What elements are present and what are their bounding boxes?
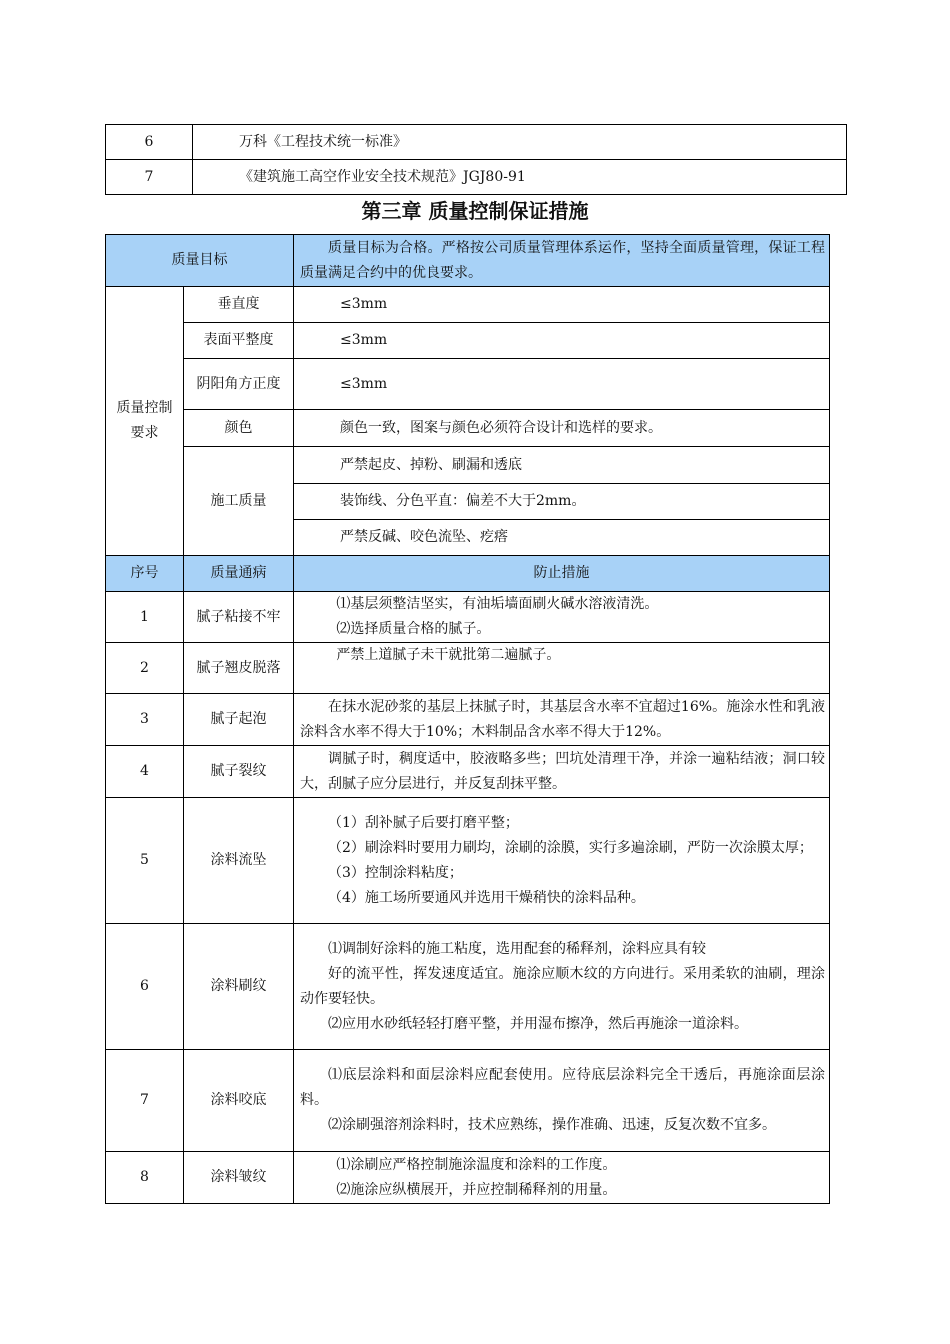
requirement-name-text: 阴阳角方正度 bbox=[196, 375, 281, 392]
construction-quality-row bbox=[106, 447, 830, 484]
measure-line: 好的流平性，挥发速度适宜。施涂应顺木纹的方向进行。采用柔软的油刷，理涂动作要轻快。 bbox=[300, 965, 825, 1007]
defect-row bbox=[106, 643, 830, 694]
reference-row-6 bbox=[106, 125, 847, 160]
defect-name bbox=[184, 592, 294, 643]
reference-row-7 bbox=[106, 160, 847, 195]
requirements-label-text: 质量控制要求 bbox=[116, 400, 173, 441]
quality-control-table bbox=[105, 234, 830, 1204]
requirement-row bbox=[106, 287, 830, 323]
quality-goal-row bbox=[106, 235, 830, 287]
measure-line: 调腻子时，稠度适中，胶液略多些；凹坑处清理干净，并涂一遍粘结液；洞口较大，刮腻子应分层进行，并反复刮抹平整。 bbox=[300, 750, 825, 792]
reference-title: 万科《工程技术统一标准》 bbox=[193, 125, 847, 160]
requirement-name bbox=[184, 359, 294, 410]
defect-number: 2 bbox=[106, 643, 184, 694]
measure-line: ⑴涂刷应严格控制施涂温度和涂料的工作度。 bbox=[336, 1156, 617, 1173]
defect-measures bbox=[294, 924, 830, 1050]
defect-row bbox=[106, 1152, 830, 1204]
construction-quality-value: 严禁起皮、掉粉、刷漏和透底 bbox=[294, 447, 830, 484]
defect-name bbox=[184, 643, 294, 694]
measure-line: ⑵施涂应纵横展开，并应控制稀释剂的用量。 bbox=[336, 1181, 617, 1198]
measure-line: 在抹水泥砂浆的基层上抹腻子时，其基层含水率不宜超过16%。施涂水性和乳液涂料含水率不得大于10%；木料制品含水率不得大于12%。 bbox=[300, 698, 825, 740]
defect-measures bbox=[294, 694, 830, 746]
requirements-label bbox=[106, 287, 184, 556]
chapter-title: 第三章 质量控制保证措施 bbox=[361, 199, 589, 223]
requirement-row bbox=[106, 359, 830, 410]
measure-line: ⑵涂刷强溶剂涂料时，技术应熟练，操作准确、迅速，反复次数不宜多。 bbox=[328, 1117, 776, 1133]
measure-line: （4）施工场所要通风并选用干燥稍快的涂料品种。 bbox=[328, 889, 645, 906]
reference-number: 6 bbox=[106, 125, 193, 160]
defect-measures bbox=[294, 1152, 830, 1204]
measure-line: ⑵选择质量合格的腻子。 bbox=[336, 621, 491, 637]
defect-row bbox=[106, 798, 830, 924]
defect-number: 3 bbox=[106, 694, 184, 746]
quality-goal-text bbox=[294, 235, 830, 287]
defect-row bbox=[106, 746, 830, 798]
construction-quality-value: 装饰线、分色平直：偏差不大于2mm。 bbox=[294, 484, 830, 520]
requirement-name: 表面平整度 bbox=[184, 323, 294, 359]
defect-row bbox=[106, 1050, 830, 1152]
construction-quality-value: 严禁反碱、咬色流坠、疙瘩 bbox=[294, 520, 830, 556]
defect-row bbox=[106, 592, 830, 643]
requirement-name: 垂直度 bbox=[184, 287, 294, 323]
defect-number: 6 bbox=[106, 924, 184, 1050]
defect-name: 腻子裂纹 bbox=[184, 746, 294, 798]
requirement-row bbox=[106, 410, 830, 447]
reference-title-text: 《建筑施工高空作业安全技术规范》JGJ80-91 bbox=[239, 168, 526, 185]
defect-name: 涂料咬底 bbox=[184, 1050, 294, 1152]
defect-name: 涂料流坠 bbox=[184, 798, 294, 924]
defect-name: 涂料刷纹 bbox=[184, 924, 294, 1050]
requirement-name: 颜色 bbox=[184, 410, 294, 447]
measure-line: 严禁上道腻子未干就批第二遍腻子。 bbox=[336, 647, 561, 663]
measure-line: ⑴底层涂料和面层涂料应配套使用。应待底层涂料完全干透后，再施涂面层涂料。 bbox=[300, 1067, 825, 1108]
defect-number: 7 bbox=[106, 1050, 184, 1152]
requirement-value: ≤3mm bbox=[294, 359, 830, 410]
header-measures: 防止措施 bbox=[294, 556, 830, 592]
defect-measures bbox=[294, 798, 830, 924]
defect-measures bbox=[294, 1050, 830, 1152]
quality-goal-label: 质量目标 bbox=[106, 235, 294, 287]
measure-line: ⑵应用水砂纸轻轻打磨平整，并用湿布擦净，然后再施涂一道涂料。 bbox=[328, 1015, 748, 1032]
measure-line: （1）刮补腻子后要打磨平整； bbox=[328, 814, 519, 831]
defect-number: 5 bbox=[106, 798, 184, 924]
defect-row bbox=[106, 924, 830, 1050]
quality-goal-paragraph: 质量目标为合格。严格按公司质量管理体系运作，坚持全面质量管理，保证工程质量满足合约中的优良要求。 bbox=[300, 239, 825, 281]
defect-name-text: 腻子粘接不牢 bbox=[196, 608, 281, 625]
defect-number: 1 bbox=[106, 592, 184, 643]
defect-row bbox=[106, 694, 830, 746]
measure-line: ⑴调制好涂料的施工粘度，选用配套的稀释剂，涂料应具有较 bbox=[328, 940, 706, 957]
requirement-row bbox=[106, 323, 830, 359]
requirement-value: 颜色一致，图案与颜色必须符合设计和选样的要求。 bbox=[294, 410, 830, 447]
reference-number: 7 bbox=[106, 160, 193, 195]
defect-number: 8 bbox=[106, 1152, 184, 1204]
header-defect: 质量通病 bbox=[184, 556, 294, 592]
requirement-value: ≤3mm bbox=[294, 323, 830, 359]
requirement-value: ≤3mm bbox=[294, 287, 830, 323]
defect-number: 4 bbox=[106, 746, 184, 798]
defect-measures bbox=[294, 643, 830, 694]
defect-name: 涂料皱纹 bbox=[184, 1152, 294, 1204]
measure-line: （3）控制涂料粘度； bbox=[328, 864, 463, 881]
defect-header-row bbox=[106, 556, 830, 592]
construction-quality-label: 施工质量 bbox=[184, 447, 294, 556]
header-number: 序号 bbox=[106, 556, 184, 592]
reference-title bbox=[193, 160, 847, 195]
measure-line: ⑴基层须整洁坚实，有油垢墙面刷火碱水溶液清洗。 bbox=[336, 596, 659, 612]
defect-measures bbox=[294, 592, 830, 643]
defect-name: 腻子起泡 bbox=[184, 694, 294, 746]
measure-line: （2）刷涂料时要用力刷均，涂刷的涂膜，实行多遍涂刷，严防一次涂膜太厚； bbox=[328, 839, 813, 856]
defect-measures bbox=[294, 746, 830, 798]
reference-standards-table bbox=[105, 124, 847, 195]
defect-name-text: 腻子翘皮脱落 bbox=[196, 659, 281, 676]
